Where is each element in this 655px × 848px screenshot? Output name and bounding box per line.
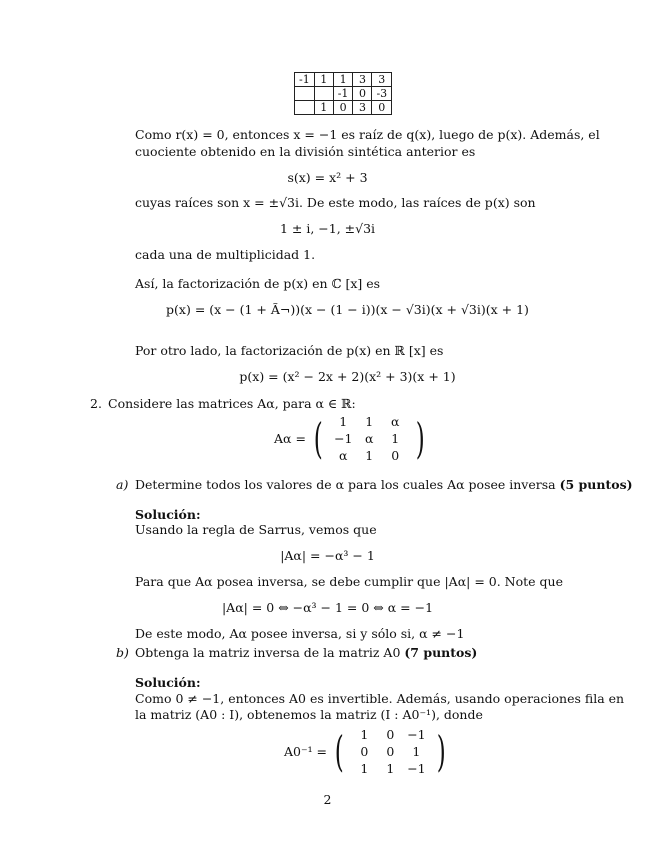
table-cell: 1 [333, 73, 353, 87]
matrix-entry: 1 [360, 727, 369, 742]
subquestion-a-text: Determine todos los valores de α para los cuales Aα posee inversa (5 puntos) [135, 477, 633, 492]
matrix-entry: −1 [407, 761, 426, 776]
paragraph-line: Usando la regla de Sarrus, vemos que [135, 522, 377, 537]
table-cell: 0 [333, 101, 353, 115]
matrix-grid [351, 727, 429, 776]
table-cell: 3 [353, 73, 372, 87]
table-cell [295, 101, 315, 115]
matrix-entry: α [339, 448, 348, 463]
matrix-entry: 1 [339, 414, 348, 429]
table-cell: -1 [295, 73, 315, 87]
equation-roots: 1 ± i, −1, ±√3i [279, 221, 376, 236]
matrix-label: A0⁻¹ = [284, 744, 328, 759]
matrix-entry: −1 [407, 727, 426, 742]
matrix-entry: −1 [334, 431, 353, 446]
table-cell: 3 [353, 101, 372, 115]
subquestion-b-label: b) [116, 645, 129, 660]
matrix-entry: α [391, 414, 400, 429]
paragraph-line: la matriz (A0 : I), obtenemos la matriz (I : A0⁻¹), donde [135, 707, 483, 722]
equation-complex-factorization: p(x) = (x − (1 + Ã¬))(x − (1 − i))(x − √3i)(x + √3i)(x + 1) [166, 302, 529, 317]
solution-heading: Solución: [135, 675, 201, 690]
paragraph-line: cada una de multiplicidad 1. [135, 247, 316, 262]
matrix-entry: 0 [386, 744, 395, 759]
table-cell: 0 [372, 101, 392, 115]
paragraph-line: Como r(x) = 0, entonces x = −1 es raíz de q(x), luego de p(x). Además, el [135, 127, 600, 142]
matrix-entry: 0 [360, 744, 369, 759]
table-cell: 1 [314, 73, 333, 87]
paragraph-line: De este modo, Aα posee inversa, si y sólo si, α ≠ −1 [135, 626, 465, 641]
paragraph-line: cuociente obtenido en la división sintética anterior es [135, 144, 476, 159]
matrix-A-alpha: Aα = ( 1 1 α −1 α 1 α 1 0 ) [274, 413, 425, 463]
solution-heading: Solución: [135, 507, 201, 522]
matrix-entry: α [365, 431, 374, 446]
subquestion-b-text: Obtenga la matriz inversa de la matriz A0 (7 puntos) [135, 645, 478, 660]
table-cell: 1 [314, 101, 333, 115]
matrix-entry: 1 [412, 744, 421, 759]
question-intro: Considere las matrices Aα, para α ∈ ℝ: [108, 396, 356, 411]
table-cell: -3 [372, 87, 392, 101]
matrix-entry: 0 [391, 448, 400, 463]
equation-s: s(x) = x² + 3 [287, 170, 368, 185]
paragraph-line: Para que Aα posea inversa, se debe cumplir que |Aα| = 0. Note que [135, 574, 563, 589]
paragraph-line: cuyas raíces son x = ±√3i. De este modo, las raíces de p(x) son [135, 195, 536, 210]
equation-determinant-zero: |Aα| = 0 ⇔ −α³ − 1 = 0 ⇔ α = −1 [221, 600, 434, 615]
table-cell [295, 87, 315, 101]
equation-real-factorization: p(x) = (x² − 2x + 2)(x² + 3)(x + 1) [239, 369, 456, 384]
matrix-entry: 1 [365, 448, 374, 463]
equation-determinant: |Aα| = −α³ − 1 [280, 548, 375, 563]
table-cell: -1 [333, 87, 353, 101]
table-cell [314, 87, 333, 101]
page-number: 2 [323, 792, 332, 807]
matrix-entry: 0 [386, 727, 395, 742]
table-cell: 3 [372, 73, 392, 87]
subquestion-a-label: a) [116, 477, 129, 492]
matrix-entry: 1 [360, 761, 369, 776]
paragraph-line: Así, la factorización de p(x) en ℂ [x] es [135, 276, 381, 291]
synthetic-division-table [294, 72, 392, 115]
matrix-entry: 1 [365, 414, 374, 429]
matrix-label: Aα = [274, 431, 306, 446]
matrix-entry: 1 [386, 761, 395, 776]
question-number: 2. [90, 396, 102, 411]
matrix-grid [330, 414, 408, 463]
matrix-entry: 1 [391, 431, 400, 446]
matrix-A0-inverse: A0⁻¹ = ( 1 0 −1 0 0 1 1 1 −1 ) [284, 726, 447, 776]
paragraph-line: Por otro lado, la factorización de p(x) en ℝ [x] es [135, 343, 444, 358]
paragraph-line: Como 0 ≠ −1, entonces A0 es invertible. Además, usando operaciones fila en [135, 691, 625, 706]
table-cell: 0 [353, 87, 372, 101]
